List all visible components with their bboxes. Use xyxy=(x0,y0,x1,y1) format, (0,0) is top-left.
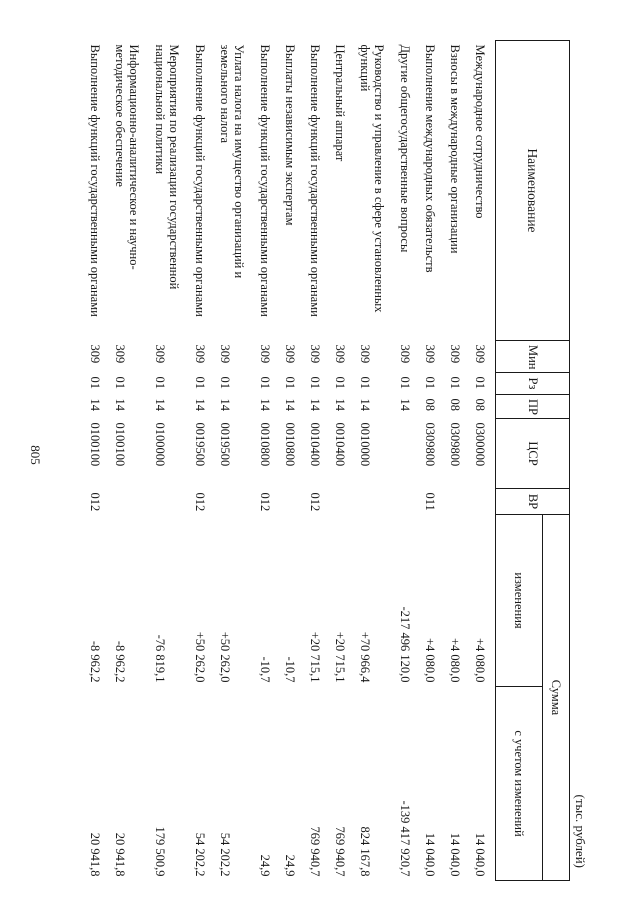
page-number: 805 xyxy=(28,445,43,465)
row-total: 769 940,7 xyxy=(332,826,347,877)
row-pr: 14 xyxy=(397,398,412,411)
row-rz: 01 xyxy=(87,376,102,389)
row-name: Другие общегосударственные вопросы xyxy=(397,44,412,253)
row-vr xyxy=(471,489,496,515)
row-name: Выполнение функций государственными органами xyxy=(307,44,322,317)
row-name: Информационно-аналитическое и научно-методическое обеспечение xyxy=(112,44,142,270)
row-total: 20 941,8 xyxy=(87,832,102,877)
row-csr: 0100100 xyxy=(112,422,127,467)
row-total: -139 417 920,7 xyxy=(397,800,412,877)
row-change: -217 496 120,0 xyxy=(397,606,412,683)
row-vr xyxy=(111,489,151,515)
row-change: +4 080,0 xyxy=(472,637,487,683)
row-min: 309 xyxy=(422,344,437,364)
units-label: (тыс. рублей) xyxy=(573,794,588,868)
budget-table xyxy=(86,40,571,881)
row-pr: 14 xyxy=(282,398,297,411)
row-total: 14 040,0 xyxy=(447,832,462,877)
header-name: Наименование xyxy=(496,41,570,341)
row-change: +4 080,0 xyxy=(447,637,462,683)
row-vr xyxy=(396,489,421,515)
row-vr xyxy=(281,489,306,515)
row-pr: 14 xyxy=(87,398,102,411)
row-pr: 14 xyxy=(192,398,207,411)
row-rz: 01 xyxy=(307,376,322,389)
row-change: -8 962,2 xyxy=(87,640,102,683)
row-name: Центральный аппарат xyxy=(332,44,347,162)
row-vr xyxy=(216,489,256,515)
row-rz: 01 xyxy=(257,376,272,389)
row-change: +4 080,0 xyxy=(422,637,437,683)
row-pr: 14 xyxy=(307,398,322,411)
row-min: 309 xyxy=(447,344,462,364)
row-min: 309 xyxy=(397,344,412,364)
table-row xyxy=(86,41,111,881)
row-csr: 0010800 xyxy=(257,422,272,467)
row-total: 14 040,0 xyxy=(422,832,437,877)
row-total: 824 167,8 xyxy=(357,826,372,877)
row-vr xyxy=(446,489,471,515)
table-body xyxy=(86,41,496,881)
row-pr: 14 xyxy=(257,398,272,411)
row-rz: 01 xyxy=(332,376,347,389)
row-vr: 011 xyxy=(422,492,437,511)
row-change: +70 966,4 xyxy=(357,631,372,683)
table-row xyxy=(256,41,281,881)
table-row xyxy=(396,41,421,881)
row-name: Выполнение функций государственными органами xyxy=(87,44,102,317)
row-min: 309 xyxy=(472,344,487,364)
row-pr: 14 xyxy=(112,398,127,411)
header-with-changes: с учетом изменений xyxy=(496,687,543,881)
row-min: 309 xyxy=(307,344,322,364)
row-pr: 14 xyxy=(152,398,167,411)
header-sum: Сумма xyxy=(543,515,570,881)
row-min: 309 xyxy=(112,344,127,364)
row-change: +20 715,1 xyxy=(307,631,322,683)
row-csr: 0010400 xyxy=(332,422,347,467)
header-rz: Рз xyxy=(496,373,570,395)
row-name: Мероприятия по реализации государственной национальной политики xyxy=(152,44,182,290)
row-total: 20 941,8 xyxy=(112,832,127,877)
row-change: +50 262,0 xyxy=(217,631,232,683)
table-row xyxy=(471,41,496,881)
row-name: Выполнение международных обязательств xyxy=(422,44,437,273)
row-name: Выполнение функций государственными органами xyxy=(257,44,272,317)
table-row xyxy=(446,41,471,881)
row-pr: 14 xyxy=(332,398,347,411)
row-csr: 0010800 xyxy=(282,422,297,467)
table-header xyxy=(496,41,570,881)
table-row xyxy=(331,41,356,881)
row-rz: 01 xyxy=(112,376,127,389)
row-total: 54 202,2 xyxy=(192,832,207,877)
row-csr: 0309800 xyxy=(447,422,462,467)
row-pr: 14 xyxy=(357,398,372,411)
row-pr: 14 xyxy=(217,398,232,411)
rotated-budget-page xyxy=(87,40,590,880)
row-csr: 0100000 xyxy=(152,422,167,467)
table-row xyxy=(151,41,191,881)
row-min: 309 xyxy=(282,344,297,364)
row-vr xyxy=(331,489,356,515)
row-min: 309 xyxy=(87,344,102,364)
row-min: 309 xyxy=(357,344,372,364)
row-rz: 01 xyxy=(192,376,207,389)
row-name: Выполнение функций государственными органами xyxy=(192,44,207,317)
header-csr: ЦСР xyxy=(496,419,570,489)
row-vr xyxy=(151,489,191,515)
table-row xyxy=(216,41,256,881)
table-row xyxy=(281,41,306,881)
row-change: +20 715,1 xyxy=(332,631,347,683)
row-csr: 0010400 xyxy=(307,422,322,467)
table-row xyxy=(421,41,446,881)
row-change: -76 819,1 xyxy=(152,634,167,683)
row-csr: 0100100 xyxy=(87,422,102,467)
row-csr: 0300000 xyxy=(472,422,487,467)
row-rz: 01 xyxy=(152,376,167,389)
row-total: 769 940,7 xyxy=(307,826,322,877)
row-total: 14 040,0 xyxy=(472,832,487,877)
row-csr xyxy=(396,419,421,489)
row-vr: 012 xyxy=(257,492,272,512)
row-pr: 08 xyxy=(472,398,487,411)
row-min: 309 xyxy=(257,344,272,364)
row-total: 54 202,2 xyxy=(217,832,232,877)
table-row xyxy=(306,41,331,881)
row-change: -8 962,2 xyxy=(112,640,127,683)
header-pr: ПР xyxy=(496,395,570,419)
row-vr xyxy=(356,489,396,515)
row-rz: 01 xyxy=(397,376,412,389)
table-row xyxy=(111,41,151,881)
row-rz: 01 xyxy=(472,376,487,389)
row-total: 24,9 xyxy=(282,854,297,877)
row-min: 309 xyxy=(152,344,167,364)
header-min: Мин xyxy=(496,341,570,373)
row-name: Выплаты независимым экспертам xyxy=(282,44,297,226)
row-rz: 01 xyxy=(282,376,297,389)
row-min: 309 xyxy=(192,344,207,364)
row-min: 309 xyxy=(217,344,232,364)
row-name: Взносы в международные организации xyxy=(447,44,462,254)
header-vr: ВР xyxy=(496,489,570,515)
row-rz: 01 xyxy=(447,376,462,389)
table-row xyxy=(191,41,216,881)
row-change: -10,7 xyxy=(257,656,272,683)
row-vr: 012 xyxy=(192,492,207,512)
row-rz: 01 xyxy=(217,376,232,389)
row-csr: 0010000 xyxy=(357,422,372,467)
row-csr: 0019500 xyxy=(192,422,207,467)
row-name: Уплата налога на имущество организаций и земельного налога xyxy=(217,44,247,279)
row-name: Международное сотрудничество xyxy=(472,44,487,219)
row-rz: 01 xyxy=(357,376,372,389)
row-name: Руководство и управление в сфере установленных функций xyxy=(357,44,387,313)
row-pr: 08 xyxy=(447,398,462,411)
row-total: 24,9 xyxy=(257,854,272,877)
row-change: -10,7 xyxy=(282,656,297,683)
row-rz: 01 xyxy=(422,376,437,389)
row-csr: 0019500 xyxy=(217,422,232,467)
row-total: 179 500,9 xyxy=(152,826,167,877)
row-csr: 0309800 xyxy=(422,422,437,467)
table-row xyxy=(356,41,396,881)
header-change: изменения xyxy=(496,515,543,687)
row-change: +50 262,0 xyxy=(192,631,207,683)
row-min: 309 xyxy=(332,344,347,364)
row-pr: 08 xyxy=(422,398,437,411)
row-vr: 012 xyxy=(307,492,322,512)
row-vr: 012 xyxy=(87,492,102,512)
